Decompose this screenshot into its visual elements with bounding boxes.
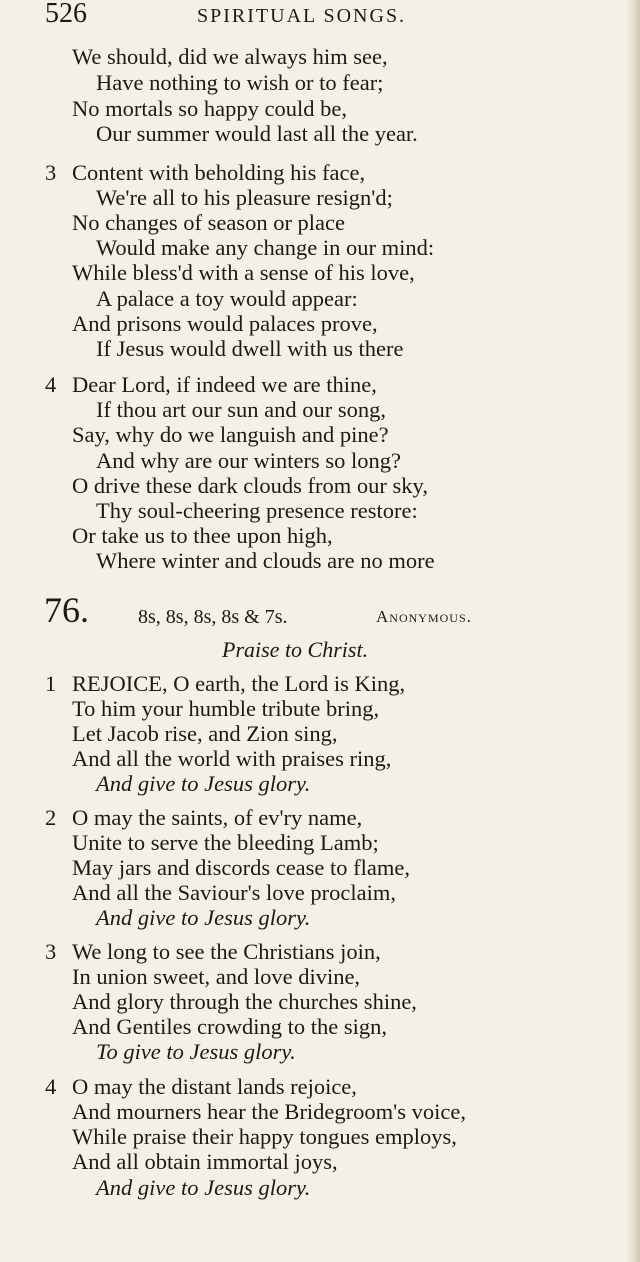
verse-line: Or take us to thee upon high, (72, 523, 333, 548)
verse-line: O drive these dark clouds from our sky, (72, 473, 428, 498)
refrain-line: And give to Jesus glory. (96, 771, 311, 796)
verse-line: And glory through the churches shine, (72, 989, 417, 1014)
hymn-author: Anonymous. (376, 607, 472, 626)
verse-line: If thou art our sun and our song, (96, 397, 386, 422)
verse-line: Say, why do we languish and pine? (72, 422, 389, 447)
verse-number: 4 (45, 1074, 57, 1099)
verse-line: Have nothing to wish or to fear; (96, 70, 384, 95)
verse-line: Let Jacob rise, and Zion sing, (72, 721, 338, 746)
verse-line: And Gentiles crowding to the sign, (72, 1014, 387, 1039)
verse-line: And prisons would palaces prove, (72, 311, 378, 336)
verse-line: Would make any change in our mind: (96, 235, 435, 260)
verse-line: Dear Lord, if indeed we are thine, (72, 372, 377, 397)
refrain-line: To give to Jesus glory. (96, 1039, 296, 1064)
verse-line: And all the Saviour's love proclaim, (72, 880, 396, 905)
verse-number: 3 (45, 939, 57, 964)
verse-number: 4 (45, 372, 57, 397)
verse-line: Thy soul-cheering presence restore: (96, 498, 418, 523)
verse-line: Where winter and clouds are no more (96, 548, 435, 573)
verse-line: No mortals so happy could be, (72, 96, 347, 121)
running-title: SPIRITUAL SONGS. (197, 5, 407, 27)
verse-line: Content with beholding his face, (72, 160, 366, 185)
verse-line: No changes of season or place (72, 210, 346, 235)
verse-line: May jars and discords cease to flame, (72, 855, 411, 880)
verse-line: We should, did we always him see, (72, 44, 388, 69)
verse-line: We long to see the Christians join, (72, 939, 381, 964)
verse-line: Unite to serve the bleeding Lamb; (72, 830, 379, 855)
hymn-number: 76. (44, 590, 89, 630)
hymn-meter: 8s, 8s, 8s, 8s & 7s. (138, 606, 288, 628)
refrain-line: And give to Jesus glory. (96, 905, 311, 930)
verse-line: If Jesus would dwell with us there (96, 336, 404, 361)
verse-line: And all obtain immortal joys, (72, 1149, 338, 1174)
verse-line: And all the world with praises ring, (72, 746, 392, 771)
verse-line: To him your humble tribute bring, (72, 696, 380, 721)
page-edge-shadow (626, 0, 640, 1262)
verse-line: O may the saints, of ev'ry name, (72, 805, 363, 830)
verse-line: O may the distant lands rejoice, (72, 1074, 357, 1099)
verse-line: While bless'd with a sense of his love, (72, 260, 415, 285)
verse-number: 3 (45, 160, 57, 185)
verse-line: We're all to his pleasure resign'd; (96, 185, 393, 210)
verse-number: 2 (45, 805, 57, 830)
verse-line: In union sweet, and love divine, (72, 964, 361, 989)
verse-line: While praise their happy tongues employs, (72, 1124, 457, 1149)
verse-line: Our summer would last all the year. (96, 121, 418, 146)
verse-line: REJOICE, O earth, the Lord is King, (72, 671, 406, 696)
hymn-title: Praise to Christ. (222, 637, 369, 662)
verse-line: A palace a toy would appear: (96, 286, 358, 311)
refrain-line: And give to Jesus glory. (96, 1175, 311, 1200)
verse-line: And mourners hear the Bridegroom's voice, (72, 1099, 466, 1124)
verse-line: And why are our winters so long? (96, 448, 401, 473)
verse-number: 1 (45, 671, 57, 696)
page-number: 526 (45, 0, 87, 29)
page-header (45, 0, 605, 34)
